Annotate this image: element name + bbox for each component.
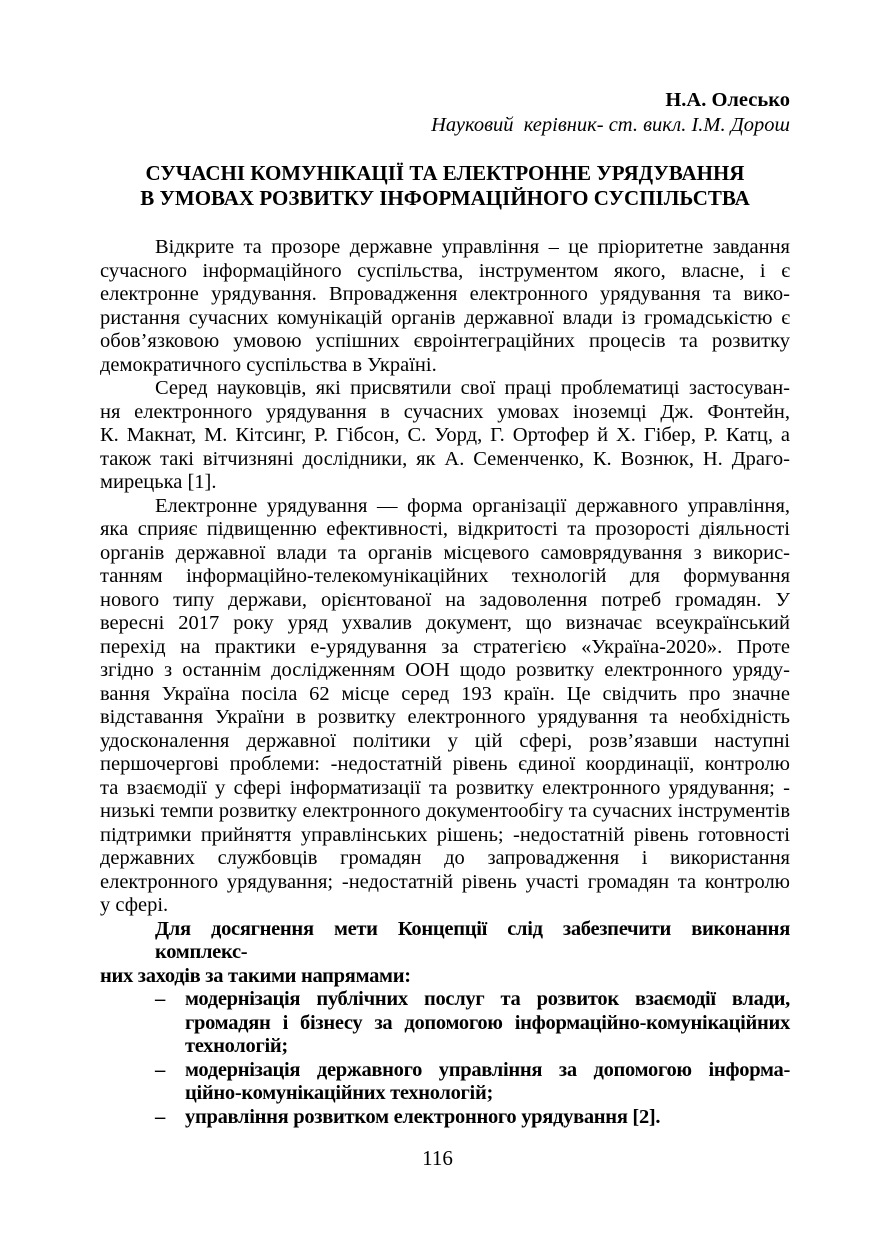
page-number: 116 xyxy=(422,1146,453,1170)
byline-block xyxy=(100,88,790,138)
supervisor-line: Науковий керівник- ст. викл. І.М. Дорош xyxy=(431,114,790,136)
text-column xyxy=(100,0,795,1129)
text-line: модернізація публічних послуг та розвиток взаємодії влади, xyxy=(185,988,790,1010)
text-line: них заходів за такими напрямами: xyxy=(100,964,411,987)
text-line: яка сприяє підвищенню ефективності, відкритості та прозорості діяльності xyxy=(100,518,790,540)
text-line: ристання сучасних комунікацій органів державної влади із громадськістю є xyxy=(100,306,790,329)
text-line: першочергові проблеми: -недостатній рівень єдиної координації, контролю xyxy=(100,753,790,775)
text-line: підтримки прийняття управлінських рішень; -недостатній рівень готовності xyxy=(100,823,790,846)
article-title-line-1: СУЧАСНІ КОМУНІКАЦІЇ ТА ЕЛЕКТРОННЕ УРЯДУВАННЯ xyxy=(145,161,745,185)
text-line: сучасного інформаційного суспільства, інструментом якого, власне, і є xyxy=(100,259,790,282)
text-line: обов’язковою умовою успішних євроінтеграційних процесів та розвитку xyxy=(100,330,790,352)
paragraph xyxy=(100,917,795,989)
text-line: електронного урядування; -недостатній рівень участі громадян та контролю xyxy=(100,870,790,893)
text-line: танням інформаційно-телекомунікаційних технологій для формування xyxy=(100,565,790,587)
text-line: Для досягнення мети Концепції слід забезпечити виконання комплекс- xyxy=(155,917,795,963)
text-line: електронне урядування. Впровадження електронного урядування та вико- xyxy=(100,283,790,305)
text-line: удосконалення державної політики у цій сфері, розв’язавши наступні xyxy=(100,729,790,752)
text-line: демократичного суспільства в Україні. xyxy=(100,353,437,376)
text-line: технологій; xyxy=(185,1035,288,1057)
list-item xyxy=(100,988,790,1059)
text-line: та взаємодії у сфері інформатизації та розвитку електронного урядування; - xyxy=(100,776,790,799)
paragraph xyxy=(100,236,790,377)
text-line: мирецька [1]. xyxy=(100,471,217,493)
document-body xyxy=(100,236,795,1129)
text-line: нового типу держави, орієнтованої на задоволення потреб громадян. У xyxy=(100,588,790,611)
text-line: Відкрите та прозоре державне управління – це пріоритетне завдання xyxy=(155,236,790,258)
text-line: органів державної влади та органів місцевого самоврядування з викорис- xyxy=(100,541,790,564)
text-line: відставання України в розвитку електронного урядування та необхідність xyxy=(100,706,790,728)
text-line: у сфері. xyxy=(100,894,169,916)
text-line: ційно-комунікаційних технологій; xyxy=(185,1082,493,1104)
author-name: Н.А. Олесько xyxy=(665,89,790,111)
text-line: перехід на практики е-урядування за стратегією «Україна-2020». Проте xyxy=(100,635,790,658)
text-line: низькі темпи розвитку електронного документообігу та сучасних інструментів xyxy=(100,800,790,822)
list-item xyxy=(100,1059,790,1106)
text-line: Серед науковців, які присвятили свої праці проблематиці застосуван- xyxy=(155,377,790,399)
text-line: громадян і бізнесу за допомогою інформаційно-комунікаційних xyxy=(185,1011,790,1034)
list-item-dash: – xyxy=(155,1058,165,1081)
list-item-dash: – xyxy=(155,988,165,1010)
text-line: модернізація державного управління за допомогою інформа- xyxy=(185,1058,790,1081)
text-line: ня електронного урядування в сучасних умовах іноземці Дж. Фонтейн, xyxy=(100,400,790,423)
text-line: управління розвитком електронного урядування [2]. xyxy=(185,1105,661,1128)
text-line: державних службовців громадян до запровадження і використання xyxy=(100,847,790,869)
list-item xyxy=(100,1106,790,1130)
article-title-line-2: В УМОВАХ РОЗВИТКУ ІНФОРМАЦІЙНОГО СУСПІЛЬСТВА xyxy=(140,185,750,210)
text-line: вання Україна посіла 62 місце серед 193 країн. Це свідчить про значне xyxy=(100,682,790,705)
text-line: Електронне урядування — форма організації державного управління, xyxy=(155,494,790,517)
paragraph xyxy=(100,495,790,918)
text-line: також такі вітчизняні дослідники, як А. Семенченко, К. Вознюк, Н. Драго- xyxy=(100,447,790,470)
article-title xyxy=(100,161,790,210)
list-item-dash: – xyxy=(155,1105,165,1128)
paragraph xyxy=(100,377,790,495)
text-line: вересні 2017 року уряд ухвалив документ, що визначає всеукраїнський xyxy=(100,612,790,634)
text-line: згідно з останнім дослідженням ООН щодо розвитку електронного уряду- xyxy=(100,659,790,681)
text-line: К. Макнат, М. Кітсинг, Р. Гібсон, С. Уорд, Г. Ортофер й Х. Гібер, Р. Катц, а xyxy=(100,424,790,446)
